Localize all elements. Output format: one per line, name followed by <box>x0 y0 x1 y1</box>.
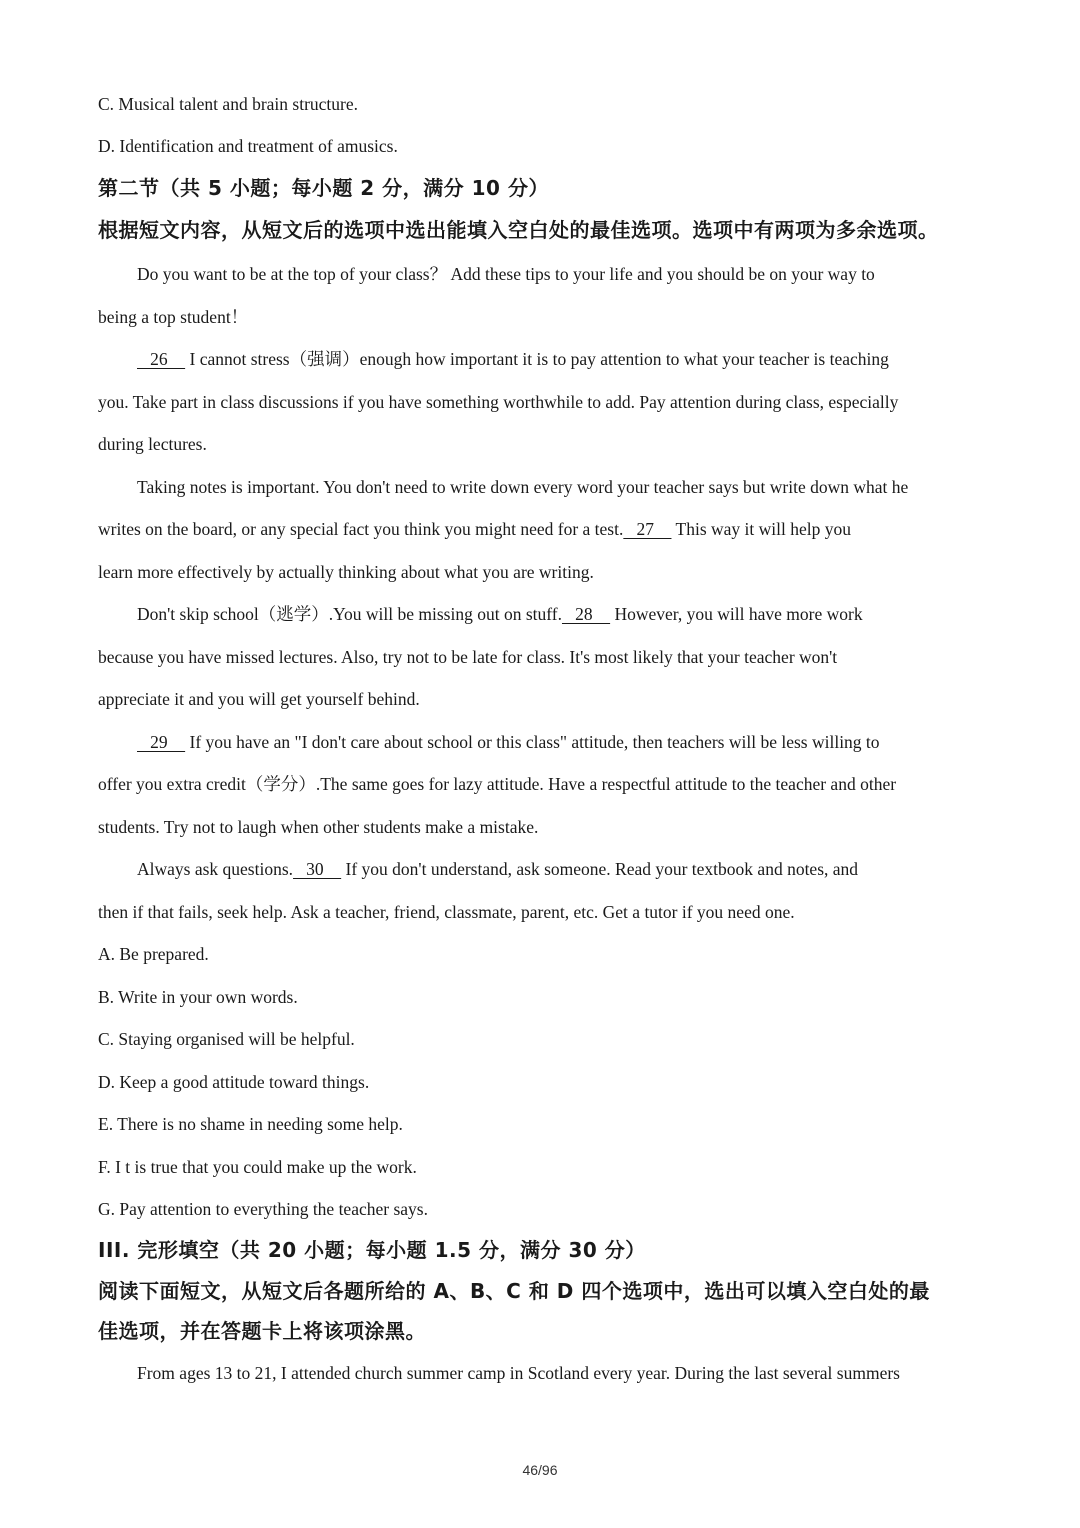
blank-26: 26 <box>137 349 186 369</box>
section-3-instruction-line-2: 佳选项，并在答题卡上将该项涂黑。 <box>98 1319 426 1343</box>
option-e: E. There is no shame in needing some help. <box>98 1114 403 1134</box>
option-g: G. Pay attention to everything the teacher says. <box>98 1199 428 1219</box>
blank-28: 28 <box>561 604 611 624</box>
option-c-previous: C. Musical talent and brain structure. <box>98 94 358 114</box>
paragraph-2-line-2: you. Take part in class discussions if you have something worthwhile to add. Pay attention during class, especially <box>98 392 899 412</box>
paragraph-2-line-1: 26 I cannot stress（强调）enough how important it is to pay attention to what your teacher is teaching <box>137 349 889 369</box>
page-number: 46/96 <box>522 1462 558 1478</box>
option-c: C. Staying organised will be helpful. <box>98 1029 355 1049</box>
paragraph-4-line-1: Don't skip school（逃学）.You will be missing out on stuff. 28 However, you will have more work <box>137 604 863 624</box>
section-2-instruction: 根据短文内容，从短文后的选项中选出能填入空白处的最佳选项。选项中有两项为多余选项。 <box>98 218 939 242</box>
blank-29: 29 <box>137 732 186 752</box>
paragraph-2-line-3: during lectures. <box>98 434 207 454</box>
paragraph-3-line-3: learn more effectively by actually thinking about what you are writing. <box>98 562 594 582</box>
cloze-passage-line-1: From ages 13 to 21, I attended church summer camp in Scotland every year. During the last several summers <box>137 1363 900 1383</box>
paragraph-1-line-2: being a top student！ <box>98 307 249 327</box>
paragraph-1-line-1: Do you want to be at the top of your class？ Add these tips to your life and you should be on your way to <box>137 264 875 284</box>
paragraph-5-line-1: 29 If you have an "I don't care about school or this class" attitude, then teachers will be less willing to <box>137 732 880 752</box>
option-d-previous: D. Identification and treatment of amusics. <box>98 136 398 156</box>
option-d: D. Keep a good attitude toward things. <box>98 1072 370 1092</box>
paragraph-5-line-2: offer you extra credit（学分）.The same goes for lazy attitude. Have a respectful attitude to the teacher and other <box>98 774 897 794</box>
blank-27: 27 <box>623 519 672 539</box>
paragraph-6-line-2: then if that fails, seek help. Ask a teacher, friend, classmate, parent, etc. Get a tutor if you need one. <box>98 902 795 922</box>
blank-30: 30 <box>293 859 342 879</box>
section-3-heading: III. 完形填空（共 20 小题；每小题 1.5 分，满分 30 分） <box>98 1238 646 1262</box>
paragraph-4-line-2: because you have missed lectures. Also, try not to be late for class. It's most likely that your teacher won't <box>98 647 838 667</box>
paragraph-6-line-1: Always ask questions. 30 If you don't understand, ask someone. Read your textbook and notes, and <box>137 859 859 879</box>
option-a: A. Be prepared. <box>98 944 209 964</box>
option-f: F. I t is true that you could make up the work. <box>98 1157 417 1177</box>
section-3-instruction-line-1: 阅读下面短文，从短文后各题所给的 A、B、C 和 D 四个选项中，选出可以填入空白处的最 <box>98 1279 930 1303</box>
paragraph-4-line-3: appreciate it and you will get yourself behind. <box>98 689 420 709</box>
paragraph-3-line-2: writes on the board, or any special fact you think you might need for a test. 27 This way it will help you <box>98 519 851 539</box>
section-2-heading: 第二节（共 5 小题；每小题 2 分，满分 10 分） <box>98 176 549 200</box>
paragraph-3-line-1: Taking notes is important. You don't need to write down every word your teacher says but write down what he <box>137 477 909 497</box>
option-b: B. Write in your own words. <box>98 987 298 1007</box>
paragraph-5-line-3: students. Try not to laugh when other students make a mistake. <box>98 817 539 837</box>
